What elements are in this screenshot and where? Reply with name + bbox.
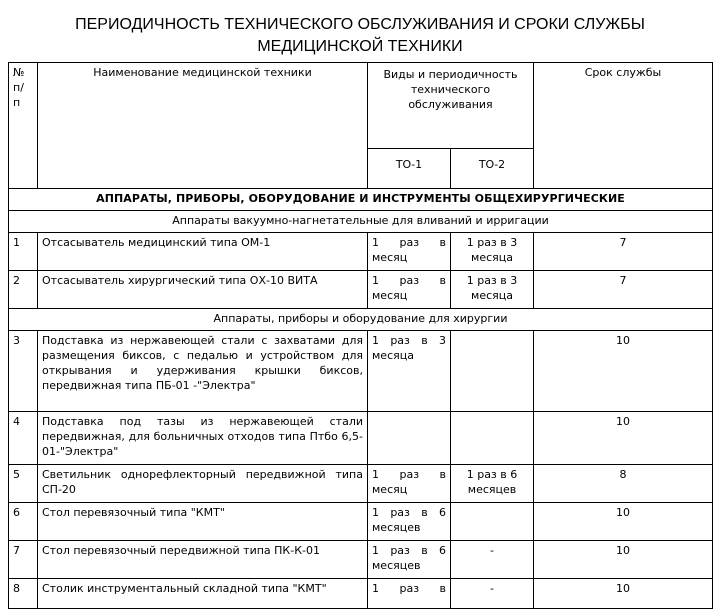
subsection-row — [9, 309, 713, 331]
row-to1: 1 раз в 6 месяцев — [368, 541, 451, 579]
table-row — [9, 271, 713, 309]
row-num: 6 — [9, 503, 38, 541]
row-life: 7 — [534, 271, 713, 309]
row-life: 10 — [534, 541, 713, 579]
header-types: Виды и периодичность технического обслуживания — [368, 63, 534, 149]
row-num: 7 — [9, 541, 38, 579]
row-num: 5 — [9, 465, 38, 503]
header-row — [9, 63, 713, 149]
row-life: 8 — [534, 465, 713, 503]
header-to2: ТО-2 — [451, 149, 534, 189]
row-to2: 1 раз в 3 месяца — [451, 271, 534, 309]
row-name: Стол перевязочный передвижной типа ПК-К-01 — [38, 541, 368, 579]
row-num: 8 — [9, 579, 38, 609]
row-to1: 1 раз в месяц — [368, 271, 451, 309]
row-num: 1 — [9, 233, 38, 271]
row-num: 4 — [9, 412, 38, 465]
row-num: 3 — [9, 331, 38, 412]
row-to2: 1 раз в 6 месяцев — [451, 465, 534, 503]
title-line-1: ПЕРИОДИЧНОСТЬ ТЕХНИЧЕСКОГО ОБСЛУЖИВАНИЯ И СРОКИ СЛУЖБЫ — [75, 16, 645, 33]
maintenance-table — [8, 62, 713, 609]
page-title — [0, 14, 720, 58]
row-to2: - — [451, 541, 534, 579]
row-life: 10 — [534, 503, 713, 541]
table-row — [9, 233, 713, 271]
section-row — [9, 189, 713, 211]
row-to1: 1 раз в месяц — [368, 465, 451, 503]
header-num: № п/ п — [9, 63, 38, 189]
table-row — [9, 331, 713, 412]
row-num: 2 — [9, 271, 38, 309]
row-to1 — [368, 412, 451, 465]
row-name: Столик инструментальный складной типа "КМТ" — [38, 579, 368, 609]
row-to2: - — [451, 579, 534, 609]
row-name: Стол перевязочный типа "КМТ" — [38, 503, 368, 541]
subsection-heading-2: Аппараты, приборы и оборудование для хирургии — [9, 309, 713, 331]
row-name: Отсасыватель медицинский типа ОМ-1 — [38, 233, 368, 271]
table-row — [9, 579, 713, 609]
table-row — [9, 412, 713, 465]
row-life: 10 — [534, 331, 713, 412]
row-to1: 1 раз в — [368, 579, 451, 609]
header-life: Срок службы — [534, 63, 713, 189]
row-to2 — [451, 412, 534, 465]
section-heading: АППАРАТЫ, ПРИБОРЫ, ОБОРУДОВАНИЕ И ИНСТРУМЕНТЫ ОБЩЕХИРУРГИЧЕСКИЕ — [9, 189, 713, 211]
row-to1: 1 раз в 6 месяцев — [368, 503, 451, 541]
subsection-row — [9, 211, 713, 233]
row-life: 10 — [534, 412, 713, 465]
table-row — [9, 541, 713, 579]
header-to1: ТО-1 — [368, 149, 451, 189]
row-to2 — [451, 503, 534, 541]
row-name: Отсасыватель хирургический типа ОХ-10 ВИТА — [38, 271, 368, 309]
title-line-2: МЕДИЦИНСКОЙ ТЕХНИКИ — [257, 38, 463, 55]
row-to2: 1 раз в 3 месяца — [451, 233, 534, 271]
header-name: Наименование медицинской техники — [38, 63, 368, 189]
row-to2 — [451, 331, 534, 412]
table-row — [9, 465, 713, 503]
row-life: 7 — [534, 233, 713, 271]
row-name: Подставка под тазы из нержавеющей стали передвижная, для больничных отходов типа Птбо 6,5-01-"Электра" — [38, 412, 368, 465]
table-row — [9, 503, 713, 541]
subsection-heading-1: Аппараты вакуумно-нагнетательные для вливаний и ирригации — [9, 211, 713, 233]
row-name: Подставка из нержавеющей стали с захватами для размещения биксов, с педалью и устройством для открывания и удерживания крышки биксов, передвижная типа ПБ-01 -"Электра" — [38, 331, 368, 412]
row-name: Светильник однорефлекторный передвижной типа СП-20 — [38, 465, 368, 503]
row-to1: 1 раз в 3 месяца — [368, 331, 451, 412]
row-life: 10 — [534, 579, 713, 609]
row-to1: 1 раз в месяц — [368, 233, 451, 271]
